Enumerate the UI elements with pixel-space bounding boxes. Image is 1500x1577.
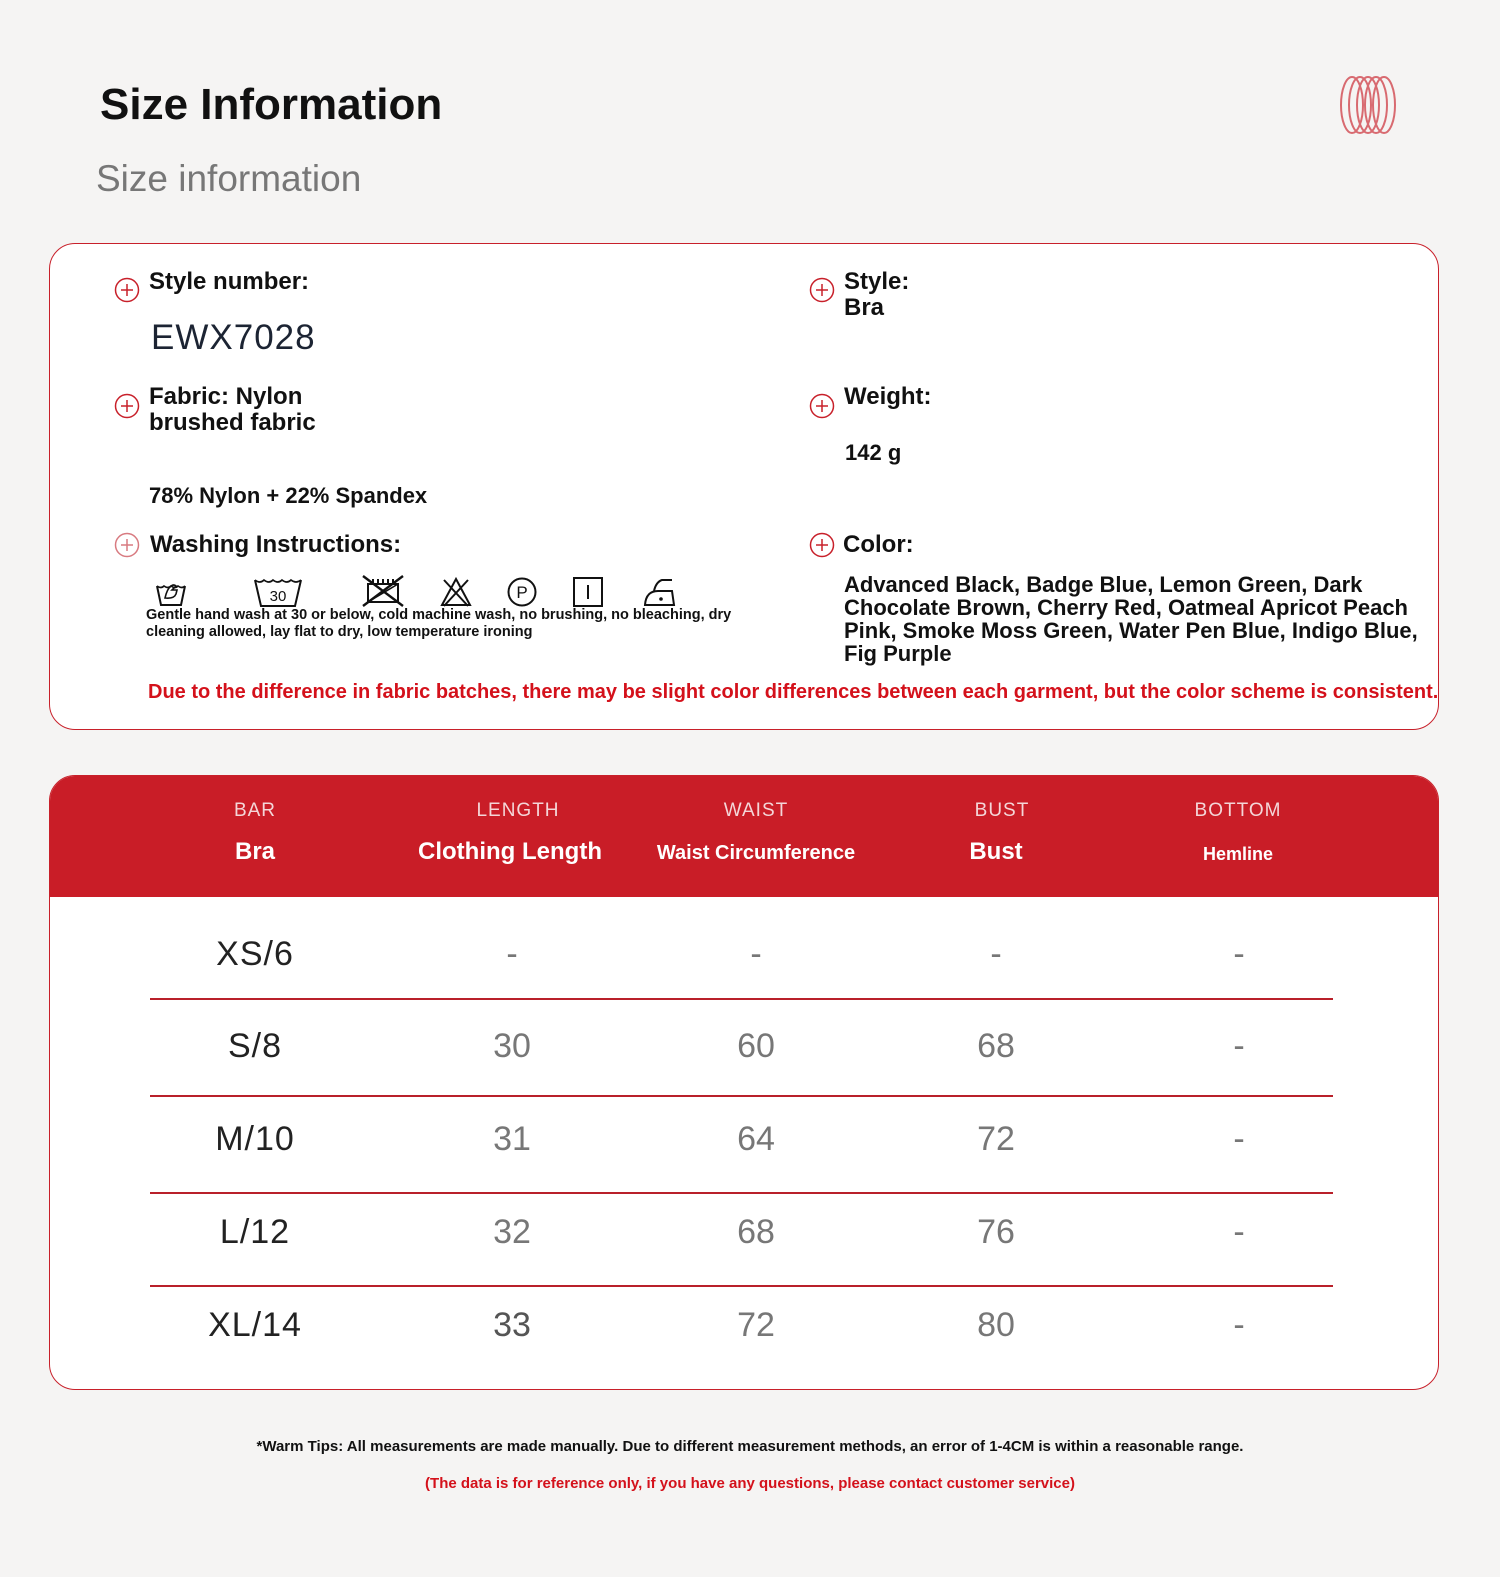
style-value: Bra [844,294,885,321]
row-divider [150,1095,1333,1097]
table-row [50,913,1438,1006]
header-bottom-label: Hemline [1202,844,1274,864]
header-bust-en: BUST [974,800,1030,821]
waist-cell: 68 [737,1213,775,1251]
wash-temperature: 30 [269,588,287,605]
plus-circle-icon [114,532,140,558]
measurement-tip: *Warm Tips: All measurements are made manually. Due to different measurement methods, an error of 1-4CM is within a reasonable range. [256,1438,1244,1455]
hand-wash-icon [154,576,188,608]
length-cell: - [506,935,518,973]
page-title: Size Information [100,80,443,129]
machine-wash-30-icon [252,574,304,608]
style-label: Style: [844,268,910,295]
style-number-value: EWX7028 [151,318,316,357]
size-cell: L/12 [219,1213,291,1251]
header-waist-en: WAIST [723,800,789,821]
bust-cell: 80 [977,1306,1015,1344]
no-brushing-icon [360,574,406,608]
header-length-label: Clothing Length [418,838,602,865]
plus-circle-icon [809,532,835,558]
washing-note: Gentle hand wash at 30 or below, cold machine wash, no brushing, no bleaching, dry cleaning allowed, lay flat to dry, low temperature ironing [146,607,732,640]
waist-cell: 64 [737,1120,775,1158]
length-cell: 31 [493,1120,531,1158]
no-bleach-icon [440,576,472,608]
header-bar-en: BAR [233,800,277,821]
waist-cell: - [750,935,762,973]
hemline-cell: - [1233,1306,1245,1344]
reference-note: (The data is for reference only, if you have any questions, please contact customer service) [425,1475,1075,1492]
product-info-card [49,243,1439,730]
color-disclaimer: Due to the difference in fabric batches, there may be slight color differences between each garment, but the color scheme is consistent. [148,681,1439,703]
table-row [50,1191,1438,1284]
size-cell: M/10 [215,1120,295,1158]
fabric-label: Fabric: Nylon brushed fabric [149,383,316,436]
table-row [50,1005,1438,1098]
plus-circle-icon [114,277,140,303]
row-divider [150,998,1333,1000]
plus-circle-icon [114,393,140,419]
rings-logo-icon [1338,74,1400,136]
header-bar-label: Bra [234,838,276,865]
bust-cell: 76 [977,1213,1015,1251]
bust-cell: 72 [977,1120,1015,1158]
page-subtitle: Size information [96,158,362,199]
dry-clean-p-icon [506,576,538,608]
length-cell: 33 [493,1306,531,1344]
table-header [50,776,1438,897]
hemline-cell: - [1233,1213,1245,1251]
bust-cell: 68 [977,1027,1015,1065]
washing-icons [154,574,714,610]
fabric-composition: 78% Nylon + 22% Spandex [149,483,428,508]
lay-flat-dry-icon [572,576,604,608]
dry-clean-letter: P [516,583,528,602]
weight-label: Weight: [844,383,932,410]
style-number-label: Style number: [149,268,310,295]
low-iron-icon [642,576,678,608]
color-options: Advanced Black, Badge Blue, Lemon Green, Dark Chocolate Brown, Cherry Red, Oatmeal Apricot Peach Pink, Smoke Moss Green, Water Pen Blue, Indigo Blue, Fig Purple [844,572,1418,666]
weight-value: 142 g [845,440,902,465]
table-row [50,1098,1438,1191]
plus-circle-icon [809,277,835,303]
size-cell: XL/14 [208,1306,302,1344]
washing-label: Washing Instructions: [150,531,402,558]
header-bust-label: Bust [969,838,1023,865]
bust-cell: - [990,935,1002,973]
size-cell: S/8 [227,1027,283,1065]
hemline-cell: - [1233,935,1245,973]
waist-cell: 60 [737,1027,775,1065]
size-cell: XS/6 [216,935,294,973]
hemline-cell: - [1233,1027,1245,1065]
hemline-cell: - [1233,1120,1245,1158]
table-row [50,1284,1438,1377]
length-cell: 32 [493,1213,531,1251]
header-bottom-en: BOTTOM [1194,800,1282,821]
waist-cell: 72 [737,1306,775,1344]
plus-circle-icon [809,393,835,419]
color-label: Color: [843,531,914,558]
header-length-en: LENGTH [476,800,560,821]
size-table [49,775,1439,1390]
length-cell: 30 [493,1027,531,1065]
header-waist-label: Waist Circumference [656,842,856,864]
